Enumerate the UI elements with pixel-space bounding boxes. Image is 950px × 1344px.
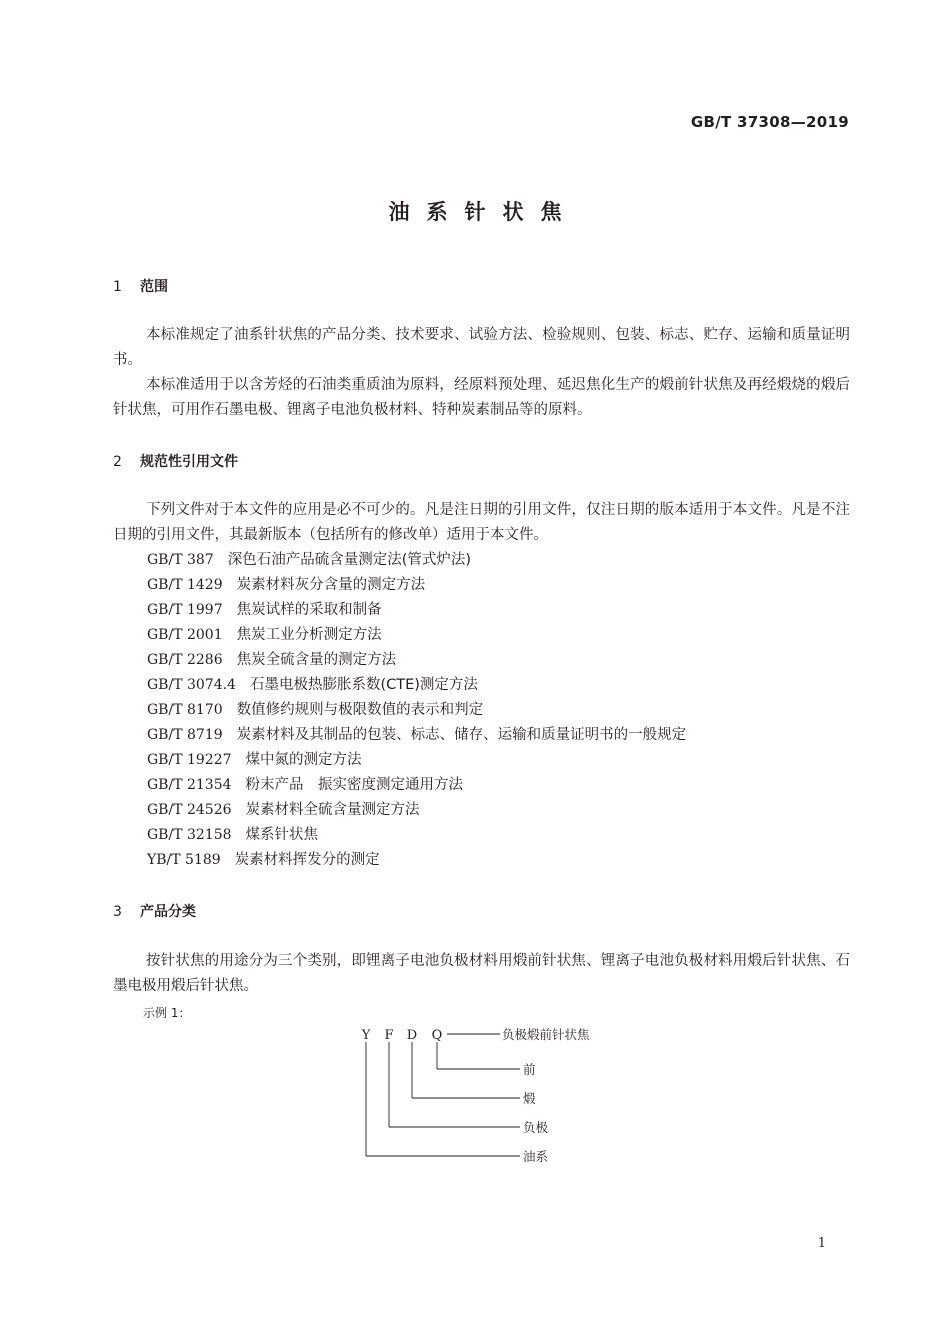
reference-title: 炭素材料及其制品的包装、标志、储存、运输和质量证明书的一般规定 [236,727,687,743]
reference-code: GB/T 8170 [147,702,223,718]
reference-code: GB/T 1997 [147,602,223,618]
reference-title: 炭素材料全硫含量测定方法 [245,802,420,818]
section-number: 3 [113,904,122,920]
code-label-y: 油系 [523,1149,549,1164]
example-label: 示例 1： [143,1006,191,1020]
reference-title: 粉末产品 振实密度测定通用方法 [245,777,464,793]
code-letter-y: Y [361,1028,371,1043]
scope-paragraph-2: 本标准适用于以含芳烃的石油类重质油为原料，经原料预处理、延迟焦化生产的煅前针状焦及再经煅烧的煅后针状焦，可用作石墨电极、锂离子电池负极材料、特种炭素制品等的原料。 [113,377,850,418]
reference-code: YB/T 5189 [147,852,221,868]
reference-code: GB/T 32158 [147,827,232,843]
reference-title: 焦炭全硫含量的测定方法 [236,652,397,668]
reference-code: GB/T 8719 [147,727,223,743]
reference-code: GB/T 2286 [147,652,223,668]
reference-code: GB/T 2001 [147,627,223,643]
scope-paragraph-1: 本标准规定了油系针状焦的产品分类、技术要求、试验方法、检验规则、包装、标志、贮存、运输和质量证明书。 [113,327,850,368]
code-letter-f: F [384,1028,394,1043]
reference-title: 焦炭工业分析测定方法 [236,627,382,643]
reference-title: 数值修约规则与极限数值的表示和判定 [236,702,484,718]
reference-title: 深色石油产品硫含量测定法(管式炉法) [227,552,472,568]
section-title: 产品分类 [140,904,196,920]
reference-title: 炭素材料挥发分的测定 [234,852,380,868]
reference-code: GB/T 24526 [147,802,232,818]
code-letter-q: Q [431,1028,443,1043]
reference-code: GB/T 387 [147,552,214,568]
reference-title: 焦炭试样的采取和制备 [236,602,382,618]
code-letter-d: D [406,1028,418,1043]
classification-paragraph: 按针状焦的用途分为三个类别，即锂离子电池负极材料用煅前针状焦、锂离子电池负极材料用煅后针状焦、石墨电极用煅后针状焦。 [113,953,850,994]
reference-code: GB/T 3074.4 [147,677,236,693]
reference-title: 煤中氮的测定方法 [245,752,362,768]
diagram-connector-lines [366,1034,520,1156]
section-number: 1 [113,279,122,295]
reference-code: GB/T 19227 [147,752,232,768]
code-label-full-name: 负极煅前针状焦 [502,1027,590,1042]
section-number: 2 [113,454,122,470]
reference-code: GB/T 21354 [147,777,232,793]
reference-code: GB/T 1429 [147,577,223,593]
standard-code: GB/T 37308—2019 [690,113,849,131]
page-number: 1 [817,1236,826,1251]
reference-title: 煤系针状焦 [245,827,319,843]
document-title: 油系针状焦 [388,200,579,224]
code-label-q: 前 [523,1062,536,1077]
section-title: 规范性引用文件 [140,454,238,470]
references-intro-paragraph: 下列文件对于本文件的应用是必不可少的。凡是注日期的引用文件，仅注日期的版本适用于本文件。凡是不注日期的引用文件，其最新版本（包括所有的修改单）适用于本文件。 [113,502,850,543]
section-title: 范围 [140,279,168,295]
reference-title: 炭素材料灰分含量的测定方法 [236,577,426,593]
reference-title: 石墨电极热膨胀系数(CTE)测定方法 [249,677,478,693]
code-label-d: 煅 [523,1091,536,1106]
code-label-f: 负极 [523,1120,549,1135]
